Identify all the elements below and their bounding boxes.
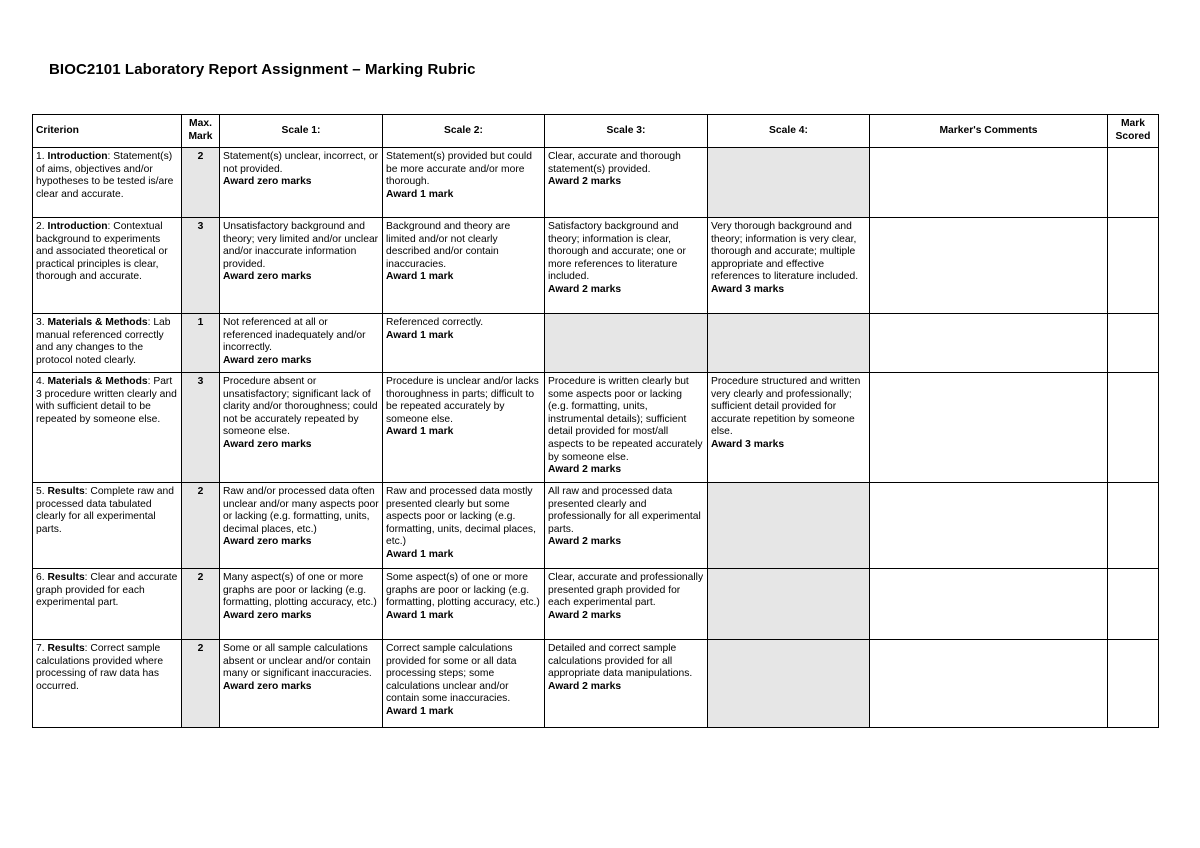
scale-4-empty-cell [708,148,870,218]
scale-description: Statement(s) unclear, incorrect, or not provided. [223,151,379,175]
criterion-title: Results [47,643,85,654]
scale-award: Award zero marks [223,680,312,692]
scale-description: Not referenced at all or referenced inadequately and/or incorrectly. [223,317,366,354]
scale-award: Award 1 mark [386,426,454,438]
scale-description: Unsatisfactory background and theory; very limited and/or unclear and/or inaccurate information provided. [223,221,379,270]
scale-3-cell [545,569,708,640]
scale-award: Award zero marks [223,354,312,366]
max-mark-cell: 3 [182,218,220,314]
criterion-number: 6. [36,572,45,583]
criterion-title: Materials & Methods [47,376,148,387]
scale-description: Procedure is unclear and/or lacks thoroughness in parts; difficult to be repeated accurately by someone else. [386,376,539,425]
max-mark-cell: 3 [182,373,220,483]
markers-comments-cell[interactable] [870,218,1108,314]
scale-3-empty-cell [545,314,708,373]
criterion-number: 1. [36,151,45,162]
criterion-title: Introduction [47,151,108,162]
rubric-body [33,148,1159,728]
criterion-number: 5. [36,486,45,497]
scale-award: Award 1 mark [386,705,454,717]
scale-1-cell [220,373,383,483]
scale-1-cell [220,218,383,314]
markers-comments-cell[interactable] [870,314,1108,373]
scale-description: Referenced correctly. [386,317,484,328]
criterion-cell [33,314,182,373]
scale-2-cell [383,148,545,218]
criterion-cell [33,218,182,314]
max-mark-header: Max. Mark [182,115,220,148]
criterion-description: : Clear and accurate graph provided for each experimental part. [36,572,178,609]
scale-1-cell [220,640,383,728]
scale-1-header: Scale 1: [220,115,383,148]
markers-comments-cell[interactable] [870,640,1108,728]
scale-award: Award zero marks [223,271,312,283]
rubric-row [33,483,1159,569]
scale-4-empty-cell [708,314,870,373]
scale-description: Procedure is written clearly but some aspects poor or lacking (e.g. formatting, units, instrumental details); sufficient detail provided for most/all aspects to be repeated accurately by someone else. [548,376,703,463]
mark-scored-cell[interactable] [1108,148,1159,218]
scale-award: Award 3 marks [711,283,785,295]
scale-award: Award zero marks [223,438,312,450]
scale-description: Detailed and correct sample calculations provided for all appropriate data manipulations. [548,643,693,680]
scale-description: Many aspect(s) of one or more graphs are poor or lacking (e.g. formatting, plotting accuracy, etc.) [223,572,377,609]
criterion-number: 3. [36,317,45,328]
criterion-description: : Contextual background to experiments and associated theoretical or practical principles is clear, thorough and accurate. [36,221,168,283]
criterion-title: Results [47,572,85,583]
scale-description: Some or all sample calculations absent or unclear and/or contain many or significant inaccuracies. [223,643,372,680]
scale-3-cell [545,148,708,218]
scale-description: All raw and processed data presented clearly and professionally for all experimental parts. [548,486,701,535]
max-mark-cell: 2 [182,148,220,218]
scale-award: Award 1 mark [386,548,454,560]
scale-description: Raw and processed data mostly presented clearly but some aspects poor or lacking (e.g. formatting, units, decimal places, etc.) [386,486,536,548]
scale-description: Raw and/or processed data often unclear and/or many aspects poor or lacking (e.g. formatting, units, decimal places, etc.) [223,486,379,535]
scale-4-header: Scale 4: [708,115,870,148]
markers-comments-cell[interactable] [870,483,1108,569]
scale-description: Very thorough background and theory; information is very clear, thorough and accurate; multiple appropriate and effective references to literature included. [711,221,859,283]
scale-award: Award 1 mark [386,329,454,341]
scale-2-cell [383,483,545,569]
markers-comments-cell[interactable] [870,373,1108,483]
mark-scored-cell[interactable] [1108,314,1159,373]
document-title: BIOC2101 Laboratory Report Assignment – Marking Rubric [49,61,476,78]
mark-scored-cell[interactable] [1108,218,1159,314]
mark-scored-cell[interactable] [1108,640,1159,728]
scale-4-empty-cell [708,640,870,728]
scale-description: Clear, accurate and thorough statement(s) provided. [548,151,681,175]
mark-scored-cell[interactable] [1108,569,1159,640]
mark-scored-header: Mark Scored [1108,115,1159,148]
scale-description: Statement(s) provided but could be more accurate and/or more thorough. [386,151,532,188]
scale-4-cell [708,218,870,314]
scale-award: Award zero marks [223,176,312,188]
scale-description: Some aspect(s) of one or more graphs are poor or lacking (e.g. formatting, plotting accuracy, etc.) [386,572,540,609]
scale-2-cell [383,373,545,483]
scale-description: Procedure absent or unsatisfactory; significant lack of clarity and/or thoroughness; could not be accurately repeated by someone else. [223,376,378,438]
scale-1-cell [220,314,383,373]
criterion-title: Introduction [47,221,108,232]
scale-3-cell [545,373,708,483]
criterion-cell [33,569,182,640]
scale-4-cell [708,373,870,483]
scale-3-cell [545,640,708,728]
criterion-description: : Correct sample calculations provided where processing of raw data has occurred. [36,643,164,692]
max-mark-cell: 2 [182,640,220,728]
scale-2-cell [383,218,545,314]
rubric-row [33,373,1159,483]
scale-1-cell [220,569,383,640]
header-row [33,115,1159,148]
criterion-header: Criterion [33,115,182,148]
scale-award: Award 3 marks [711,438,785,450]
markers-comments-cell[interactable] [870,569,1108,640]
criterion-cell [33,373,182,483]
scale-award: Award 2 marks [548,464,622,476]
scale-award: Award 1 mark [386,188,454,200]
rubric-row [33,148,1159,218]
scale-2-cell [383,569,545,640]
markers-comments-cell[interactable] [870,148,1108,218]
scale-3-cell [545,483,708,569]
scale-award: Award 2 marks [548,609,622,621]
criterion-description: : Part 3 procedure written clearly and with sufficient detail to be repeated by someone else. [36,376,177,425]
scale-description: Procedure structured and written very clearly and professionally; sufficient detail provided for accurate repetition by someone else. [711,376,861,438]
rubric-row [33,640,1159,728]
criterion-description: : Statement(s) of aims, objectives and/or hypotheses to be tested is/are clear and accurate. [36,151,174,200]
mark-scored-cell[interactable] [1108,483,1159,569]
max-mark-cell: 2 [182,569,220,640]
rubric-row [33,314,1159,373]
mark-scored-cell[interactable] [1108,373,1159,483]
criterion-cell [33,148,182,218]
criterion-description: : Lab manual referenced correctly and any changes to the protocol noted clearly. [36,317,171,366]
scale-3-cell [545,218,708,314]
scale-4-empty-cell [708,569,870,640]
criterion-title: Results [47,486,85,497]
scale-award: Award 2 marks [548,283,622,295]
scale-2-cell [383,314,545,373]
criterion-number: 7. [36,643,45,654]
scale-4-empty-cell [708,483,870,569]
max-mark-cell: 1 [182,314,220,373]
scale-description: Satisfactory background and theory; information is clear, thorough and accurate; one or more references to literature included. [548,221,686,283]
criterion-cell [33,483,182,569]
scale-description: Correct sample calculations provided for some or all data processing steps; some calculations unclear and/or contain some inaccuracies. [386,643,517,705]
criterion-title: Materials & Methods [47,317,148,328]
scale-award: Award 2 marks [548,536,622,548]
scale-1-cell [220,148,383,218]
criterion-number: 2. [36,221,45,232]
rubric-row [33,218,1159,314]
scale-description: Clear, accurate and professionally presented graph provided for each experimental part. [548,572,704,609]
criterion-number: 4. [36,376,45,387]
criterion-cell [33,640,182,728]
scale-award: Award 1 mark [386,271,454,283]
marking-rubric-table [32,114,1159,728]
scale-award: Award 2 marks [548,680,622,692]
scale-3-header: Scale 3: [545,115,708,148]
scale-2-header: Scale 2: [383,115,545,148]
scale-award: Award zero marks [223,609,312,621]
rubric-row [33,569,1159,640]
markers-comments-header: Marker's Comments [870,115,1108,148]
scale-award: Award zero marks [223,536,312,548]
criterion-description: : Complete raw and processed data tabulated clearly for all experimental parts. [36,486,174,535]
scale-1-cell [220,483,383,569]
scale-2-cell [383,640,545,728]
scale-award: Award 1 mark [386,609,454,621]
scale-description: Background and theory are limited and/or not clearly described and/or contain inaccuracies. [386,221,511,270]
scale-award: Award 2 marks [548,176,622,188]
max-mark-cell: 2 [182,483,220,569]
